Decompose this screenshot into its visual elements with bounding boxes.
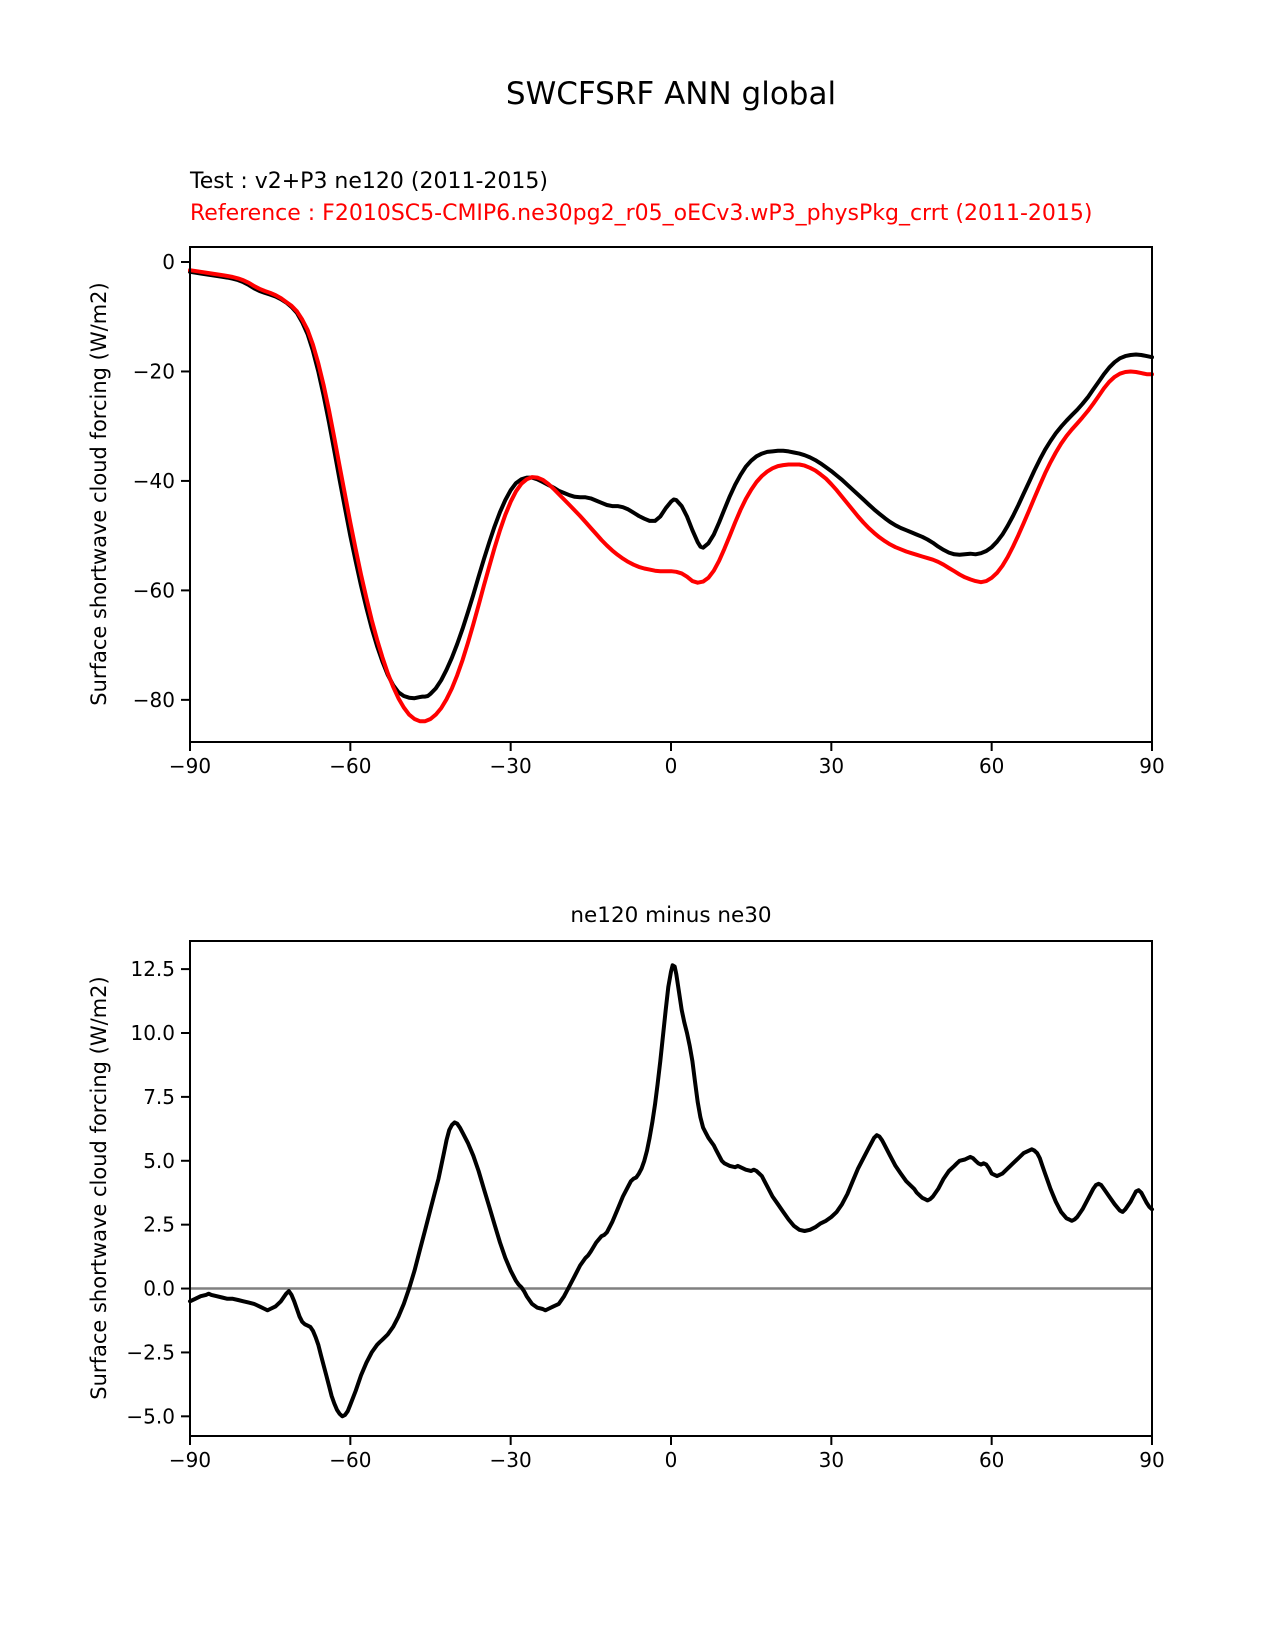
- x-tick-label: 60: [978, 754, 1005, 778]
- y-tick-label: 12.5: [130, 957, 175, 982]
- test-run-label: Test : v2+P3 ne120 (2011-2015): [190, 169, 548, 194]
- x-tick-label: −60: [329, 1448, 372, 1472]
- top-chart: [133, 247, 1165, 778]
- x-tick-label: −30: [489, 1448, 532, 1472]
- bottom-chart: [126, 941, 1164, 1472]
- reference-run-label: Reference : F2010SC5-CMIP6.ne30pg2_r05_oECv3.wP3_physPkg_crrt (2011-2015): [190, 201, 1093, 226]
- y-tick-label: −80: [132, 687, 175, 712]
- x-tick-label: 0: [664, 754, 678, 778]
- bottom-chart-y-axis-label: Surface shortwave cloud forcing (W/m2): [87, 976, 111, 1400]
- series-line-0: [190, 272, 1152, 698]
- axes-spines: [190, 941, 1152, 1436]
- x-tick-label: 90: [1139, 754, 1165, 778]
- top-chart-y-axis-label: Surface shortwave cloud forcing (W/m2): [87, 282, 111, 706]
- y-tick-label: −40: [132, 468, 175, 493]
- y-tick-label: 2.5: [143, 1212, 175, 1237]
- y-tick-label: 0: [162, 249, 175, 274]
- y-tick-label: 5.0: [143, 1148, 175, 1173]
- y-tick-label: 10.0: [130, 1020, 175, 1045]
- axes-spines: [190, 247, 1152, 742]
- x-tick-label: −90: [168, 754, 212, 778]
- y-tick-label: −5.0: [126, 1404, 175, 1429]
- page-title: SWCFSRF ANN global: [505, 76, 837, 112]
- y-tick-label: 7.5: [143, 1084, 175, 1109]
- bottom-chart-title: ne120 minus ne30: [570, 903, 772, 928]
- x-tick-label: −90: [168, 1448, 212, 1472]
- x-tick-label: 90: [1139, 1448, 1165, 1472]
- x-tick-label: −30: [489, 754, 532, 778]
- x-tick-label: 30: [818, 1448, 845, 1472]
- x-tick-label: 60: [978, 1448, 1005, 1472]
- series-line-0: [190, 965, 1152, 1416]
- x-tick-label: 30: [818, 754, 845, 778]
- series-line-1: [190, 270, 1152, 721]
- y-tick-label: 0.0: [143, 1276, 175, 1301]
- x-tick-label: −60: [329, 754, 372, 778]
- y-tick-label: −2.5: [126, 1340, 175, 1365]
- x-tick-label: 0: [664, 1448, 678, 1472]
- y-tick-label: −60: [132, 578, 175, 603]
- y-tick-label: −20: [132, 359, 175, 384]
